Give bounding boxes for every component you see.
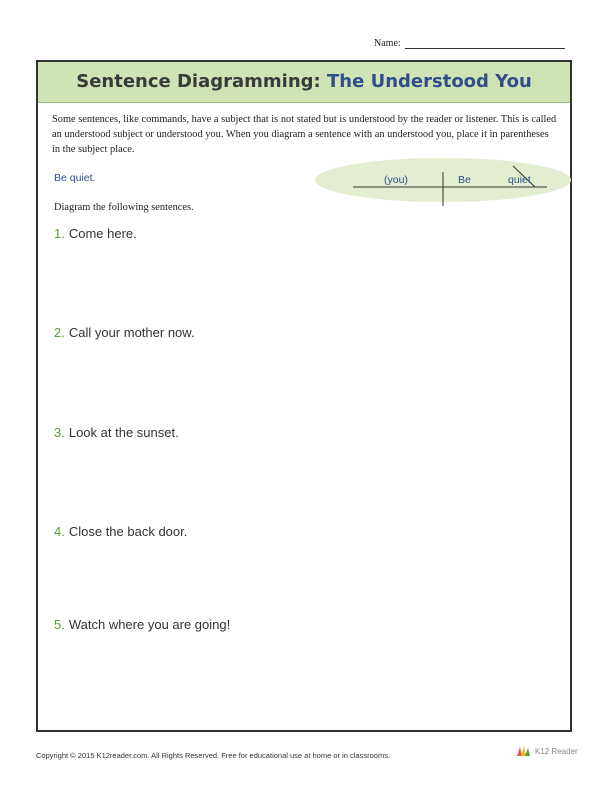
list-item	[54, 524, 187, 539]
item-text: Look at the sunset.	[68, 425, 179, 440]
item-text: Watch where you are going!	[68, 617, 231, 632]
example-diagram	[315, 158, 571, 208]
intro-paragraph: Some sentences, like commands, have a subject that is not stated but is understood by the reader or listener. This is called an understood subject or understood you. When you diagram a sentence with an understood you, place it in parentheses in the subject place.	[52, 114, 557, 155]
worksheet-frame	[36, 60, 572, 732]
item-number: 3.	[54, 425, 65, 440]
item-number: 1.	[54, 226, 65, 241]
item-text: Call your mother now.	[68, 325, 195, 340]
item-number: 5.	[54, 617, 65, 632]
list-item	[54, 617, 230, 632]
directions: Diagram the following sentences.	[54, 202, 194, 213]
page-title	[38, 71, 570, 92]
leaf-logo-icon	[516, 745, 532, 757]
header-band	[38, 62, 570, 103]
name-label: Name:	[374, 38, 401, 49]
diagram-subject: (you)	[384, 174, 408, 186]
k12-reader-logo	[516, 745, 578, 757]
name-field[interactable]	[374, 38, 565, 49]
example-sentence: Be quiet.	[54, 172, 96, 184]
item-number: 4.	[54, 524, 65, 539]
diagram-complement: quiet	[508, 174, 531, 186]
logo-text: K12 Reader	[535, 746, 578, 756]
item-number: 2.	[54, 325, 65, 340]
list-item	[54, 425, 179, 440]
title-part-1: Sentence Diagramming:	[76, 71, 321, 92]
list-item	[54, 226, 137, 241]
item-text: Close the back door.	[68, 524, 188, 539]
list-item	[54, 325, 195, 340]
title-part-2: The Understood You	[327, 71, 532, 92]
item-text: Come here.	[68, 226, 137, 241]
diagram-verb: Be	[458, 174, 471, 186]
name-blank-line[interactable]	[405, 38, 565, 49]
copyright-footer: Copyright © 2015 K12reader.com. All Rights Reserved. Free for educational use at home or in classrooms.	[36, 751, 391, 760]
